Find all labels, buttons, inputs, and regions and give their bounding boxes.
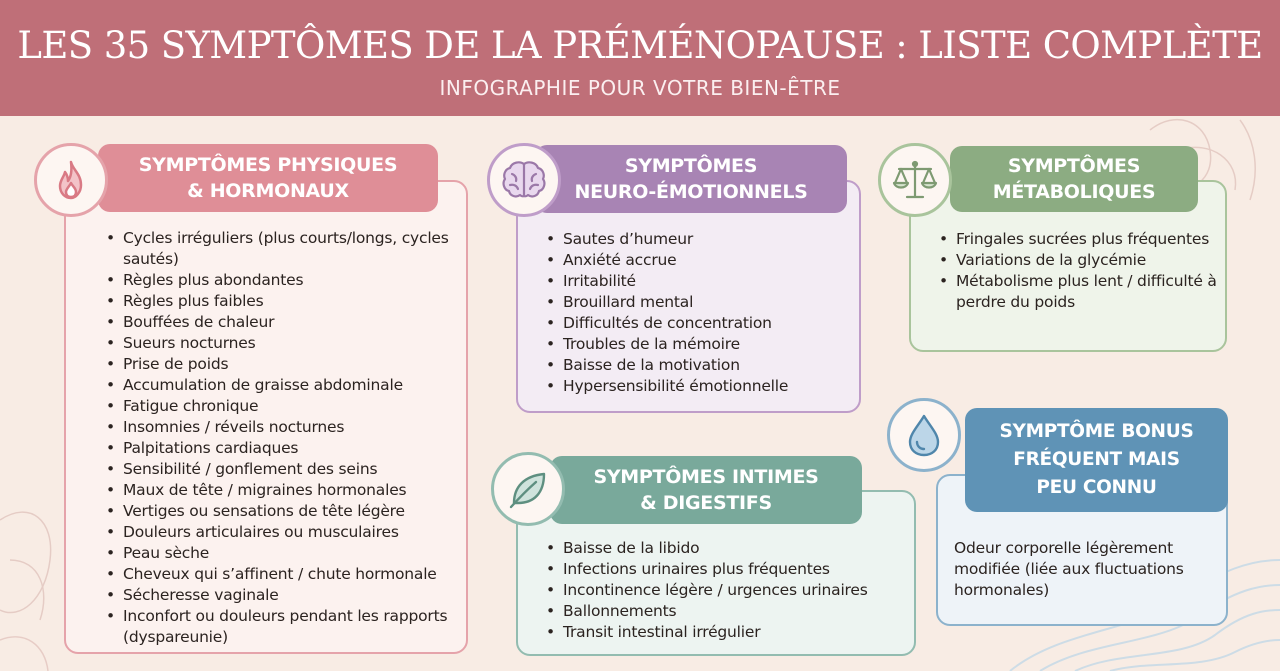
list-item: • Maux de tête / migraines hormonales [106,480,466,501]
list-item: • Incontinence légère / urgences urinaires [546,580,916,601]
section-title-line: SYMPTÔMES PHYSIQUES [138,154,398,176]
section-title-physiques [98,144,438,212]
list-item: • Sécheresse vaginale [106,585,466,606]
list-item: • Bouffées de chaleur [106,312,466,333]
list-item: • Anxiété accrue [546,250,866,271]
list-item: • Sensibilité / gonflement des seins [106,459,466,480]
list-item: • Irritabilité [546,271,866,292]
flame-icon [34,143,108,217]
section-title-intimes [550,456,862,524]
list-item: • Règles plus abondantes [106,270,466,291]
section-title-bonus [965,408,1228,512]
list-item: • Peau sèche [106,543,466,564]
list-item: • Difficultés de concentration [546,313,866,334]
section-title-line: MÉTABOLIQUES [992,181,1156,203]
section-title-line: SYMPTÔME BONUS [999,421,1194,442]
bonus-text: Odeur corporelle légèrement modifiée (liée aux fluctuations hormonales) [954,539,1184,599]
list-item: • Baisse de la libido [546,538,916,559]
list-item: • Insomnies / réveils nocturnes [106,417,466,438]
section-title-line: & HORMONAUX [187,180,349,202]
list-intimes [546,538,916,643]
list-item: • Métabolisme plus lent / difficulté à perdre du poids [939,271,1229,313]
card-physiques [64,180,468,654]
scales-icon [878,143,952,217]
page-title: LES 35 SYMPTÔMES DE LA PRÉMÉNOPAUSE : LISTE COMPLÈTE [17,24,1263,67]
list-item: • Troubles de la mémoire [546,334,866,355]
section-title-metaboliques [950,146,1198,212]
list-item: • Vertiges ou sensations de tête légère [106,501,466,522]
list-item: • Douleurs articulaires ou musculaires [106,522,466,543]
water-drop-icon [887,398,961,472]
list-item: • Palpitations cardiaques [106,438,466,459]
section-title-neuro [535,145,847,213]
list-item: • Prise de poids [106,354,466,375]
section-title-line: FRÉQUENT MAIS [1013,449,1180,470]
list-item: • Cycles irréguliers (plus courts/longs, cycles sautés) [106,228,466,270]
list-item: • Ballonnements [546,601,916,622]
list-item: • Baisse de la motivation [546,355,866,376]
list-item: • Infections urinaires plus fréquentes [546,559,916,580]
list-item: • Accumulation de graisse abdominale [106,375,466,396]
brain-icon [487,143,561,217]
header-banner [0,0,1280,116]
list-item: • Transit intestinal irrégulier [546,622,916,643]
list-item: • Brouillard mental [546,292,866,313]
list-item: • Fringales sucrées plus fréquentes [939,229,1229,250]
leaf-icon [491,452,565,526]
list-item: • Variations de la glycémie [939,250,1229,271]
list-item: • Hypersensibilité émotionnelle [546,376,866,397]
section-title-line: NEURO-ÉMOTIONNELS [574,181,808,203]
section-title-line: SYMPTÔMES [1007,155,1141,177]
list-neuro [546,229,866,397]
list-item: • Fatigue chronique [106,396,466,417]
list-item: • Cheveux qui s’affinent / chute hormonale [106,564,466,585]
list-physiques [106,228,466,648]
list-item: • Inconfort ou douleurs pendant les rapports (dyspareunie) [106,606,466,648]
section-title-line: & DIGESTIFS [640,492,772,514]
section-title-line: SYMPTÔMES [624,155,758,177]
card-neuro [516,180,861,413]
section-title-line: SYMPTÔMES INTIMES [593,466,819,488]
list-metaboliques [939,229,1229,313]
list-item: • Sueurs nocturnes [106,333,466,354]
list-item: • Règles plus faibles [106,291,466,312]
section-title-line: PEU CONNU [1036,477,1157,498]
list-item: • Sautes d’humeur [546,229,866,250]
page-subtitle: INFOGRAPHIE POUR VOTRE BIEN-ÊTRE [439,76,841,100]
